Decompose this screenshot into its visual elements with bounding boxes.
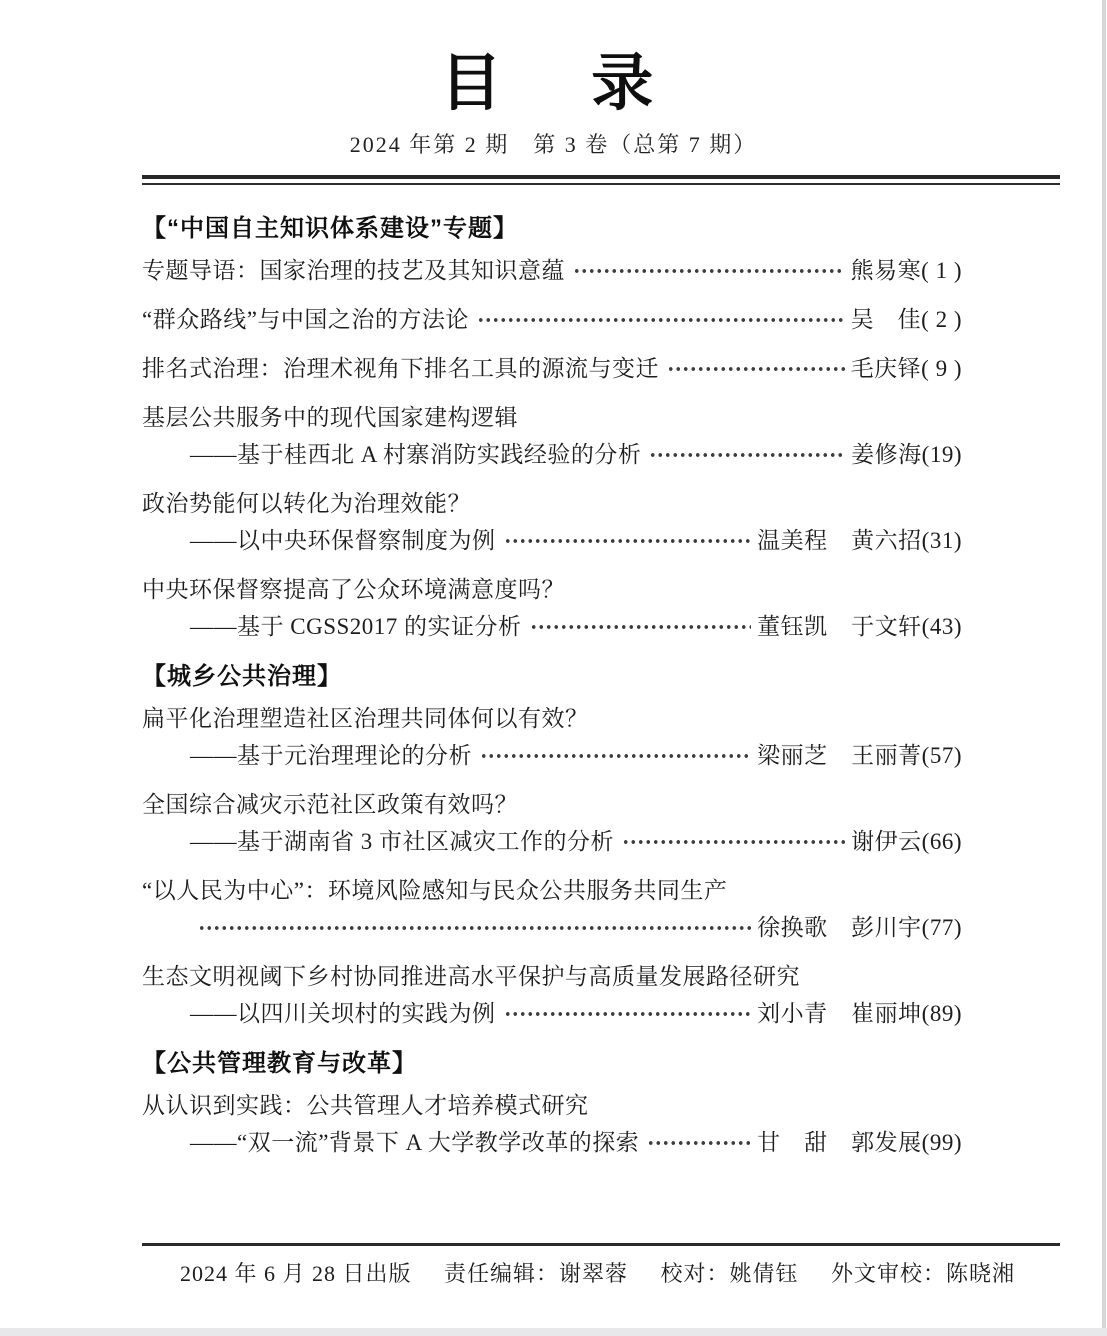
article-title: ——基于湖南省 3 市社区减灾工作的分析: [190, 829, 614, 855]
dot-leader: [667, 364, 845, 374]
article-title: ——基于元治理理论的分析: [190, 743, 472, 769]
page-edge-shadow: [0, 1328, 1107, 1336]
toc-entry: [142, 872, 962, 946]
entry-authors-page: 徐换歌 彭川宇(77): [757, 915, 962, 941]
toc-entry: [142, 485, 962, 559]
entry-authors-page: 温美程 黄六招(31): [757, 528, 962, 554]
toc-entry-line: [142, 995, 962, 1032]
toc-entry: [142, 301, 962, 338]
article-title: 从认识到实践：公共管理人才培养模式研究: [142, 1093, 589, 1119]
toc-entry-line: [142, 399, 962, 436]
article-title: 中央环保督察提高了公众环境满意度吗？: [142, 577, 565, 603]
dot-leader: [622, 837, 845, 847]
entry-authors-page: 谢伊云(66): [851, 829, 962, 855]
entry-authors-page: 梁丽芝 王丽菁(57): [757, 743, 962, 769]
article-title: ——基于 CGSS2017 的实证分析: [190, 614, 522, 640]
managing-editor: 责任编辑：谢翠蓉: [444, 1261, 629, 1286]
dot-leader: [480, 751, 751, 761]
toc-entry-line: [142, 522, 962, 559]
dot-leader: [530, 622, 752, 632]
dot-leader: [649, 450, 845, 460]
dot-leader: [477, 315, 845, 325]
toc-section: [142, 1044, 962, 1161]
toc-entry: [142, 700, 962, 774]
article-title: ——基于桂西北 A 村寨消防实践经验的分析: [190, 442, 642, 468]
article-title: 全国综合减灾示范社区政策有效吗？: [142, 792, 518, 818]
toc-entry-line: [142, 571, 962, 608]
toc-entry: [142, 786, 962, 860]
colophon: [180, 1257, 1015, 1288]
toc: [142, 209, 962, 1161]
toc-entry-line: [142, 436, 962, 473]
toc-entry-line: [142, 872, 962, 909]
article-title: 政治势能何以转化为治理效能？: [142, 491, 471, 517]
section-header: 【公共管理教育与改革】: [142, 1050, 417, 1078]
article-title: 排名式治理：治理术视角下排名工具的源流与变迁: [142, 356, 659, 382]
toc-entry-line: [142, 1087, 962, 1124]
toc-entry-line: [142, 700, 962, 737]
foreign-proofreader: 外文审校：陈晓湘: [831, 1261, 1016, 1286]
toc-entry-line: [142, 1124, 962, 1161]
toc-entry-line: [142, 909, 962, 946]
toc-entry-line: [142, 823, 962, 860]
article-title: “以人民为中心”：环境风险感知与民众公共服务共同生产: [142, 878, 728, 904]
section-header: 【城乡公共治理】: [142, 663, 342, 691]
toc-section: [142, 209, 962, 645]
toc-entry-line: [142, 786, 962, 823]
footer-rule: [142, 1243, 1060, 1246]
toc-section: [142, 657, 962, 1032]
entry-authors-page: 甘 甜 郭发展(99): [757, 1130, 962, 1156]
article-title: ——“双一流”背景下 A 大学教学改革的探索: [190, 1130, 640, 1156]
toc-entry-line: [142, 958, 962, 995]
entry-authors-page: 吴 佳( 2 ): [850, 307, 962, 333]
toc-entry: [142, 571, 962, 645]
page-title: 目 录: [440, 50, 667, 118]
entry-authors-page: 刘小青 崔丽坤(89): [757, 1001, 962, 1027]
article-title: ——以中央环保督察制度为例: [190, 528, 496, 554]
dot-leader: [198, 923, 751, 933]
dot-leader: [647, 1138, 751, 1148]
entry-authors-page: 姜修海(19): [851, 442, 962, 468]
article-title: “群众路线”与中国之治的方法论: [142, 307, 469, 333]
article-title: 基层公共服务中的现代国家建构逻辑: [142, 405, 518, 431]
proofreader: 校对：姚倩钰: [660, 1261, 799, 1286]
toc-entry: [142, 399, 962, 473]
toc-entry-line: [142, 350, 962, 387]
article-title: ——以四川关坝村的实践为例: [190, 1001, 496, 1027]
dot-leader: [504, 536, 752, 546]
page-edge-line: [1102, 0, 1106, 1336]
entry-authors-page: 熊易寒( 1 ): [850, 258, 962, 284]
toc-entry: [142, 350, 962, 387]
toc-entry-line: [142, 301, 962, 338]
dot-leader: [573, 266, 845, 276]
dot-leader: [504, 1009, 752, 1019]
toc-entry-line: [142, 737, 962, 774]
article-title: 专题导语：国家治理的技艺及其知识意蕴: [142, 258, 565, 284]
toc-entry-line: [142, 252, 962, 289]
publish-date: 2024 年 6 月 28 日出版: [180, 1261, 412, 1286]
toc-entry: [142, 252, 962, 289]
entry-authors-page: 董钰凯 于文轩(43): [757, 614, 962, 640]
section-header: 【“中国自主知识体系建设”专题】: [142, 215, 518, 243]
double-rule: [142, 175, 1060, 185]
toc-entry-line: [142, 485, 962, 522]
toc-entry-line: [142, 608, 962, 645]
article-title: 生态文明视阈下乡村协同推进高水平保护与高质量发展路径研究: [142, 964, 800, 990]
article-title: 扁平化治理塑造社区治理共同体何以有效？: [142, 706, 589, 732]
masthead: [0, 0, 1107, 159]
issue-info: 2024 年第 2 期 第 3 卷（总第 7 期）: [349, 132, 758, 158]
toc-entry: [142, 958, 962, 1032]
entry-authors-page: 毛庆铎( 9 ): [850, 356, 962, 382]
toc-entry: [142, 1087, 962, 1161]
